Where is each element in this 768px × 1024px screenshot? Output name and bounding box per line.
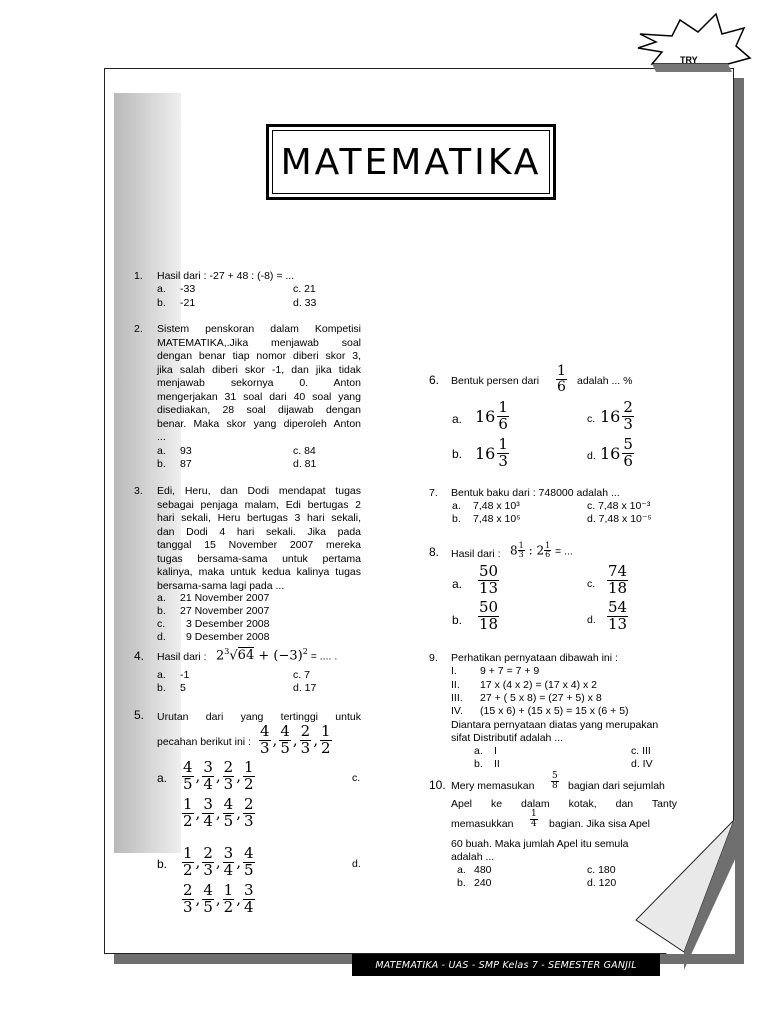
q2-line: ... <box>157 431 166 443</box>
q10-line3-post: bagian. Jika sisa Apel <box>549 818 650 830</box>
numerator: 2 <box>223 758 234 776</box>
q9-item-key: III. <box>451 692 463 704</box>
footer-bar: MATEMATIKA - UAS - SMP Kelas 7 - SEMESTER GANJIL <box>352 954 660 976</box>
q5-line2: pecahan berikut ini : <box>157 736 251 748</box>
fraction <box>259 724 271 757</box>
q8-opt-a-key: a. <box>452 577 463 591</box>
q1-opt-d: d. 33 <box>293 297 317 309</box>
q4-opt-a: -1 <box>180 669 190 681</box>
q3-opt-c: 3 Desember 2008 <box>186 618 270 630</box>
numerator: 1 <box>320 722 331 740</box>
q4-root-index: 3 <box>224 647 230 656</box>
q2-text <box>157 323 361 445</box>
separator-comma: , <box>215 890 221 909</box>
q10-post: bagian dari sejumlah <box>568 780 665 792</box>
whole: 16 <box>600 443 621 463</box>
q8-operator: : <box>528 543 533 558</box>
q7-opt-b: 7,48 x 10⁵ <box>473 513 521 525</box>
q1-opt-a-key: a. <box>157 283 166 295</box>
q10-opt-a-key: a. <box>457 864 466 876</box>
numerator: 4 <box>243 844 254 862</box>
q3-opt-a-key: a. <box>157 592 166 604</box>
q7-text: Bentuk baku dari : 748000 adalah ... <box>451 487 620 499</box>
q8-den-1: 3 <box>518 550 524 560</box>
whole: 16 <box>475 406 496 426</box>
q10-pre: Mery memasukan <box>451 780 535 792</box>
numerator: 2 <box>243 795 254 813</box>
fraction <box>223 846 235 879</box>
q5-opt-a-key: a. <box>157 771 168 785</box>
q4-text: Hasil dari : <box>157 651 207 663</box>
numerator: 2 <box>183 881 193 899</box>
q1-number: 1. <box>134 270 143 282</box>
denominator: 2 <box>320 738 331 757</box>
q9-item: 17 x (4 x 2) = (17 x 4) x 2 <box>480 679 598 691</box>
numerator: 1 <box>498 398 508 416</box>
numerator: 2 <box>623 398 633 416</box>
q3-opt-d-key: d. <box>157 631 166 643</box>
q4-opt-b-key: b. <box>157 682 166 694</box>
fraction <box>202 846 214 879</box>
denominator: 3 <box>203 860 213 879</box>
q9-item: (15 x 6) + (15 x 5) = 15 x (6 + 5) <box>480 705 629 717</box>
q9-item: 9 + 7 = 7 + 9 <box>480 665 540 677</box>
denominator: 8 <box>552 781 558 792</box>
q6-number: 6. <box>429 373 440 387</box>
q8-whole-1: 8 <box>510 543 518 558</box>
q3-line: Edi, Heru, dan Dodi mendapat tugas <box>157 485 361 497</box>
q10-opt-b-key: b. <box>457 877 466 889</box>
separator-comma: , <box>215 853 221 872</box>
q1-text: Hasil dari : -27 + 48 : (-8) = ... <box>157 270 295 282</box>
q1-opt-b-key: b. <box>157 297 166 309</box>
fraction <box>182 883 194 916</box>
q3-line: tanggal 15 November 2007 mereka <box>157 539 361 551</box>
whole: 16 <box>475 443 496 463</box>
q8-text: Hasil dari : <box>451 548 501 560</box>
q10-line3-pre: memasukkan <box>451 818 514 830</box>
q9-item-key: II. <box>451 679 460 691</box>
q3-line: tugas bersama-sama untuk pertama <box>157 552 361 565</box>
q10-fraction-2 <box>530 810 538 830</box>
numerator: 54 <box>608 598 628 616</box>
denominator: 3 <box>623 414 633 433</box>
numerator: 4 <box>223 795 234 813</box>
q3-line: dan Dodi 4 hari sekali. Jika pada <box>157 525 361 538</box>
denominator: 6 <box>623 451 633 470</box>
q10-line5: adalah ... <box>451 851 495 863</box>
q8-opt-d-key: d. <box>587 614 596 626</box>
fraction <box>300 724 312 757</box>
q10-opt-c: c. 180 <box>587 864 616 876</box>
q10-number: 10. <box>429 778 446 792</box>
numerator: 2 <box>300 722 311 740</box>
numerator: 4 <box>260 722 270 740</box>
q7-opt-c: c. 7,48 x 10⁻³ <box>587 500 651 512</box>
q2-opt-b-key: b. <box>157 458 166 470</box>
q5-number: 5. <box>134 708 145 722</box>
denominator: 3 <box>260 738 270 757</box>
separator-comma: , <box>195 890 201 909</box>
denominator: 18 <box>608 578 628 597</box>
q10-opt-b: 240 <box>474 877 492 889</box>
q4-opt-b: 5 <box>180 682 186 694</box>
numerator: 4 <box>183 758 193 776</box>
separator-comma: , <box>215 767 221 786</box>
fraction <box>182 760 194 793</box>
q6-opt-d <box>600 437 634 470</box>
numerator: 3 <box>223 844 234 862</box>
q4-coef: 2 <box>216 648 225 664</box>
q2-opt-d: d. 81 <box>293 458 317 470</box>
q2-line: jika salah diberi skor -1, dan jika tidak <box>157 363 361 376</box>
separator-comma: , <box>313 731 318 750</box>
q9-opt-b: II <box>494 758 500 770</box>
fraction <box>223 760 235 793</box>
q2-line: Sistem penskoran dalam Kompetisi <box>157 323 361 335</box>
whole: 16 <box>600 406 621 426</box>
q3-line: kalinya, maka untuk kedua kalinya tugas <box>157 566 361 578</box>
q5-opt-c-key: c. <box>352 772 361 784</box>
q9-item-key: I. <box>451 665 457 677</box>
q9-line1: Diantara pernyataan diatas yang merupakan <box>451 719 659 731</box>
denominator: 4 <box>203 811 213 830</box>
q10-fraction-1 <box>551 772 559 792</box>
q3-opt-d: 9 Desember 2008 <box>186 631 270 643</box>
numerator: 1 <box>498 435 508 453</box>
q3-opt-a: 21 November 2007 <box>180 592 270 604</box>
denominator: 4 <box>203 774 213 793</box>
q5-line1: Urutan dari yang tertinggi untuk <box>157 711 361 723</box>
q6-opt-c <box>600 400 634 433</box>
fraction <box>243 760 255 793</box>
q10-opt-a: 480 <box>474 864 492 876</box>
q2-opt-a: 93 <box>180 445 192 457</box>
denominator: 3 <box>243 811 254 830</box>
q9-text: Perhatikan pernyataan dibawah ini : <box>451 652 618 664</box>
q10-line2: Apel ke dalam kotak, dan Tanty <box>451 798 677 810</box>
q4-opt-d: d. 17 <box>293 682 317 694</box>
numerator: 5 <box>552 771 558 781</box>
denominator: 3 <box>498 451 508 470</box>
denominator: 5 <box>280 738 290 757</box>
separator-comma: , <box>236 804 241 823</box>
q1-opt-a: -33 <box>180 283 196 295</box>
q8-opt-d <box>607 600 628 633</box>
denominator: 13 <box>479 578 499 597</box>
denominator: 4 <box>243 897 254 916</box>
separator-comma: , <box>195 767 201 786</box>
separator-comma: , <box>195 853 201 872</box>
numerator: 4 <box>280 722 290 740</box>
fraction <box>182 846 194 879</box>
numerator: 1 <box>183 844 193 862</box>
denominator: 2 <box>223 897 234 916</box>
numerator: 50 <box>479 562 499 580</box>
q9-item: 27 + ( 5 x 8) = (27 + 5) x 8 <box>480 692 602 704</box>
q7-opt-a: 7,48 x 10³ <box>473 500 520 512</box>
q4-term: + (−3) <box>254 648 303 664</box>
q5-opt-b-key: b. <box>157 857 168 871</box>
q10-line4: 60 buah. Maka jumlah Apel itu semula <box>451 838 629 850</box>
numerator: 4 <box>203 881 213 899</box>
q2-line: benar. Maka skor yang diperoleh Anton <box>157 417 361 430</box>
fraction <box>202 797 214 830</box>
fraction <box>223 797 235 830</box>
q3-opt-b: 27 November 2007 <box>180 605 270 617</box>
separator-comma: , <box>236 767 241 786</box>
radical-sign: √ <box>229 648 238 664</box>
q6-denominator: 6 <box>557 378 566 395</box>
denominator: 5 <box>183 774 193 793</box>
q4-opt-a-key: a. <box>157 669 166 681</box>
separator-comma: , <box>236 853 241 872</box>
q9-opt-d: d. IV <box>631 758 653 770</box>
q10-opt-d: d. 120 <box>587 877 617 889</box>
q3-line: hari sekali, Heru bertugas 3 hari sekali, <box>157 512 361 524</box>
fraction <box>279 724 291 757</box>
fraction <box>182 797 194 830</box>
numerator: 3 <box>203 795 213 813</box>
separator-comma: , <box>236 890 241 909</box>
fraction <box>243 797 255 830</box>
badge-label: TRY <box>680 55 698 65</box>
denominator: 4 <box>223 860 234 879</box>
numerator: 3 <box>203 758 213 776</box>
separator-comma: , <box>292 731 298 750</box>
denominator: 3 <box>223 774 234 793</box>
q6-fraction <box>556 364 567 394</box>
q5-opt-d-key: d. <box>352 858 361 870</box>
q5-opt-c <box>182 797 255 830</box>
q3-line: sebagai penjaga malam, Edi bertugas 2 <box>157 498 361 511</box>
q6-opt-a-key: a. <box>452 412 463 426</box>
denominator: 4 <box>531 819 537 830</box>
q9-number: 9. <box>429 652 438 664</box>
q2-line: MATEMATIKA,.Jika menjawab soal <box>157 336 361 349</box>
separator-comma: , <box>272 731 278 750</box>
q6-opt-a <box>475 400 509 433</box>
q5-opt-d <box>182 883 255 916</box>
q1-opt-c: c. 21 <box>293 283 316 295</box>
denominator: 3 <box>300 738 311 757</box>
denominator: 6 <box>498 414 508 433</box>
q9-item-key: IV. <box>451 705 463 717</box>
q4-opt-c: c. 7 <box>293 669 310 681</box>
q6-numerator: 1 <box>557 363 566 379</box>
q1-opt-b: -21 <box>180 297 196 309</box>
q2-line: disediakan, 28 soal dijawab dengan <box>157 404 361 416</box>
q9-opt-b-key: b. <box>474 758 483 770</box>
q8-opt-b-key: b. <box>452 613 463 627</box>
q6-text: Bentuk persen dari <box>451 375 540 387</box>
numerator: 1 <box>183 795 193 813</box>
q9-opt-a-key: a. <box>474 745 483 757</box>
fraction <box>223 883 235 916</box>
q7-opt-b-key: b. <box>452 513 461 525</box>
q9-line2: sifat Distributif adalah ... <box>451 732 564 744</box>
q9-opt-c: c. III <box>631 745 651 757</box>
q8-opt-b <box>478 600 499 633</box>
q3-number: 3. <box>134 485 143 497</box>
q2-line: dengan benar tiap nomor diberi skor 3, <box>157 350 361 362</box>
q4-exponent: 2 <box>302 647 308 656</box>
q2-opt-a-key: a. <box>157 445 166 457</box>
q6-opt-d-key: d. <box>587 450 596 462</box>
numerator: 1 <box>243 758 254 776</box>
fraction <box>202 760 214 793</box>
numerator: 1 <box>223 881 234 899</box>
denominator: 5 <box>203 897 213 916</box>
q4-expression <box>216 647 337 663</box>
denominator: 13 <box>608 614 628 633</box>
fraction <box>320 724 332 757</box>
numerator: 50 <box>479 598 499 616</box>
denominator: 2 <box>243 774 254 793</box>
q8-whole-2: 2 <box>536 543 545 558</box>
q8-num-2: 1 <box>545 541 551 550</box>
q4-tail: = .... . <box>307 650 338 663</box>
fraction <box>202 883 214 916</box>
denominator: 3 <box>183 897 193 916</box>
q5-opt-b <box>182 846 255 879</box>
numerator: 3 <box>243 881 254 899</box>
q7-opt-d: d. 7,48 x 10⁻⁵ <box>587 513 652 525</box>
q8-opt-c-key: c. <box>587 578 596 590</box>
denominator: 5 <box>223 811 234 830</box>
numerator: 1 <box>531 809 537 819</box>
q4-number: 4. <box>134 649 145 663</box>
page-title: MATEMATIKA <box>272 130 550 194</box>
q4-radicand: 64 <box>237 648 255 664</box>
fraction <box>243 883 255 916</box>
separator-comma: , <box>215 804 221 823</box>
q7-opt-a-key: a. <box>452 500 461 512</box>
q6-opt-b <box>475 437 509 470</box>
q5-given-fractions <box>259 724 332 757</box>
q2-line: menjawab sekornya 0. Anton <box>157 377 361 389</box>
numerator: 5 <box>623 435 633 453</box>
q9-opt-a: I <box>494 745 497 757</box>
q3-opt-c-key: c. <box>157 618 166 630</box>
denominator: 2 <box>183 860 193 879</box>
denominator: 2 <box>183 811 193 830</box>
q8-opt-c <box>607 564 628 597</box>
q6-opt-c-key: c. <box>587 413 596 425</box>
q2-opt-c: c. 84 <box>293 445 316 457</box>
q3-text <box>157 485 361 593</box>
denominator: 5 <box>243 860 254 879</box>
q6-tail: adalah ... % <box>577 375 633 387</box>
numerator: 2 <box>203 844 213 862</box>
q5-opt-a <box>182 760 255 793</box>
q2-opt-b: 87 <box>180 458 192 470</box>
q8-opt-a <box>478 564 499 597</box>
q2-line: mengerjakan 31 soal dari 40 soal yang <box>157 390 361 403</box>
q8-number: 8. <box>429 545 440 559</box>
q7-number: 7. <box>429 487 438 499</box>
q3-line: bersama-sama lagi pada ... <box>157 579 285 592</box>
q8-expression <box>510 542 573 560</box>
q2-number: 2. <box>134 323 143 335</box>
q3-opt-b-key: b. <box>157 605 166 617</box>
q6-opt-b-key: b. <box>452 447 463 461</box>
denominator: 18 <box>479 614 499 633</box>
fraction <box>243 846 255 879</box>
separator-comma: , <box>195 804 201 823</box>
numerator: 74 <box>608 562 628 580</box>
q8-den-2: 6 <box>545 550 551 560</box>
q8-num-1: 1 <box>518 541 524 550</box>
q8-tail: = ... <box>555 545 573 558</box>
